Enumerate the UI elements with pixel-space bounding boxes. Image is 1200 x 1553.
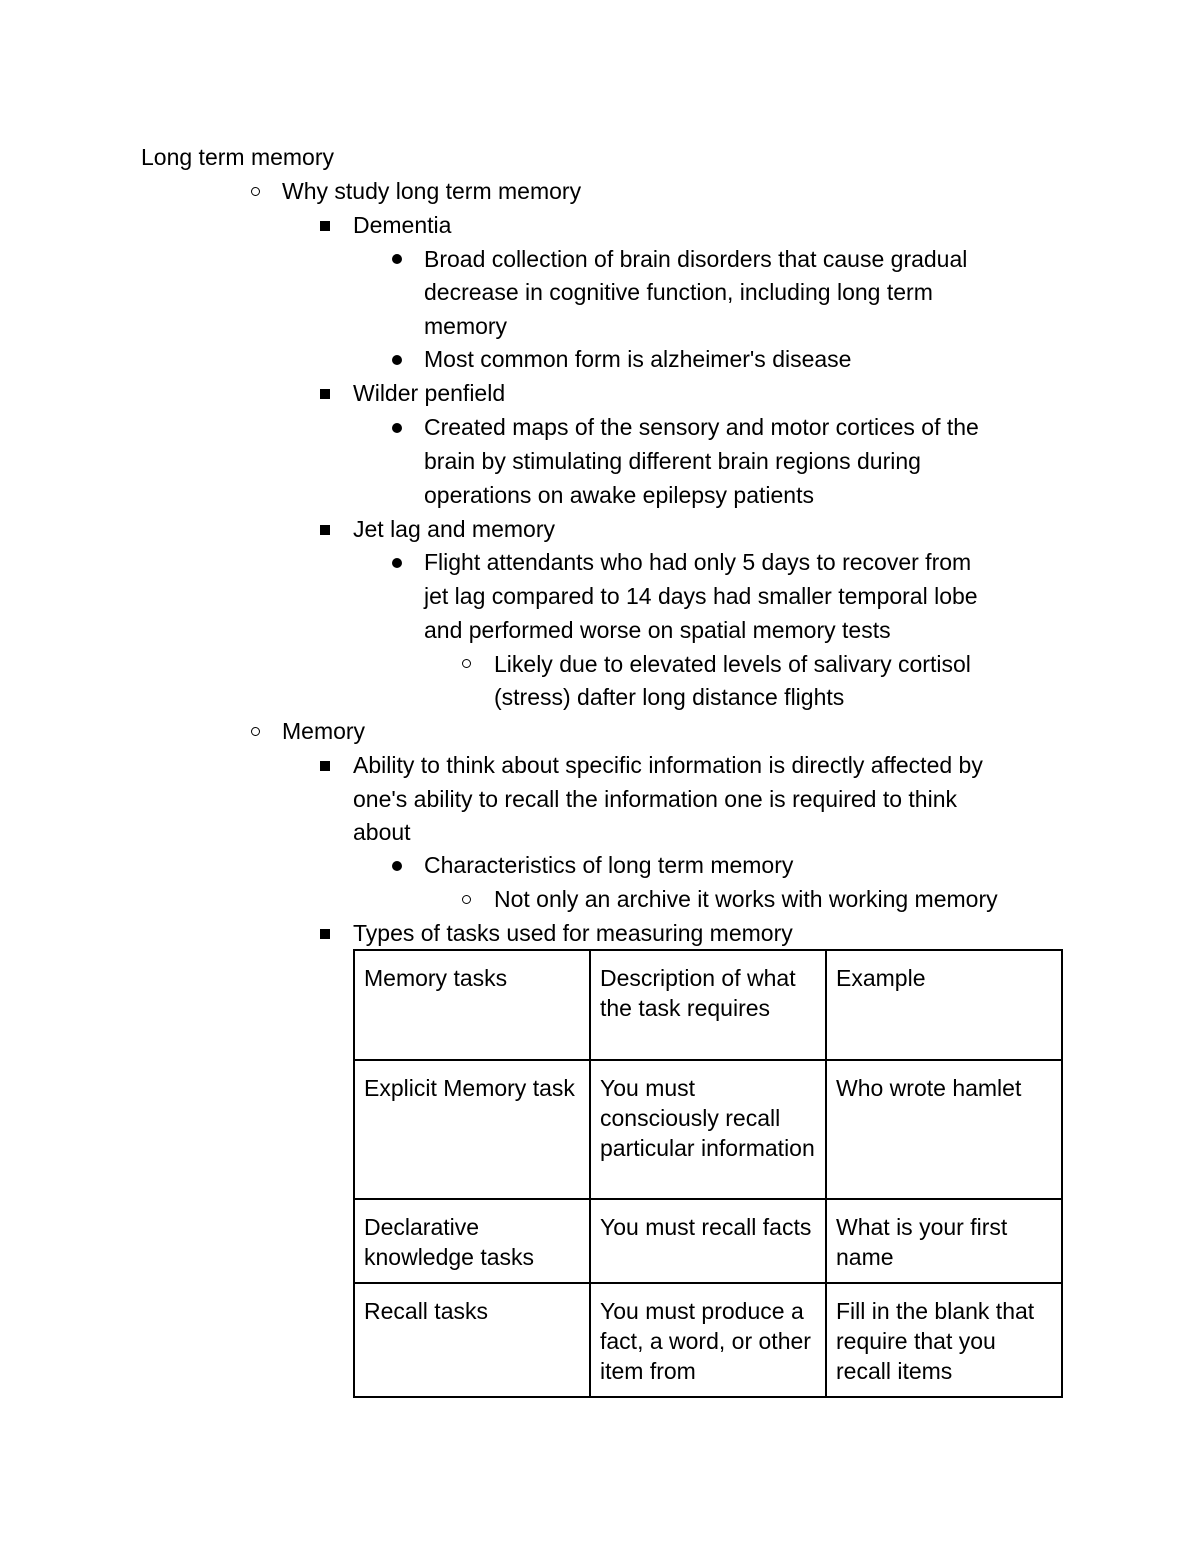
table-cell: You must consciously recall particular information xyxy=(590,1060,826,1199)
memory-characteristics: Characteristics of long term memory xyxy=(424,852,794,878)
table-cell: Explicit Memory task xyxy=(354,1060,590,1199)
table-header-cell: Memory tasks xyxy=(354,950,590,1060)
table-cell: What is your first name xyxy=(826,1199,1062,1283)
table-cell: You must recall facts xyxy=(590,1199,826,1283)
disc-bullet-icon xyxy=(392,355,402,365)
memory-archive: Not only an archive it works with working memory xyxy=(494,886,998,912)
penfield-point-1-line-2: brain by stimulating different brain regions during xyxy=(424,448,921,474)
outline-jetlag-label: Jet lag and memory xyxy=(353,516,555,542)
disc-bullet-icon xyxy=(392,558,402,568)
penfield-point-1-line-1: Created maps of the sensory and motor cortices of the xyxy=(424,414,979,440)
memory-ability-line-3: about xyxy=(353,819,411,845)
jetlag-point-1-line-3: and performed worse on spatial memory tests xyxy=(424,617,891,643)
table-cell: Recall tasks xyxy=(354,1283,590,1397)
document-heading: Long term memory xyxy=(141,144,335,170)
jetlag-point-1-line-1: Flight attendants who had only 5 days to recover from xyxy=(424,549,972,575)
dementia-point-1-line-3: memory xyxy=(424,313,508,339)
outline-why-label: Why study long term memory xyxy=(282,178,582,204)
jetlag-subpoint-line-2: (stress) dafter long distance flights xyxy=(494,684,845,710)
dementia-point-1-line-2: decrease in cognitive function, including long term xyxy=(424,279,933,305)
outline-penfield-label: Wilder penfield xyxy=(353,380,506,406)
table-cell: You must produce a fact, a word, or other item from xyxy=(590,1283,826,1397)
square-bullet-icon xyxy=(320,929,330,939)
penfield-point-1-line-3: operations on awake epilepsy patients xyxy=(424,482,814,508)
table-cell: Declarative knowledge tasks xyxy=(354,1199,590,1283)
table-row xyxy=(354,1199,1062,1283)
table-header-cell: Description of what the task requires xyxy=(590,950,826,1060)
jetlag-point-1-line-2: jet lag compared to 14 days had smaller temporal lobe xyxy=(424,583,978,609)
disc-bullet-icon xyxy=(392,861,402,871)
disc-bullet-icon xyxy=(392,423,402,433)
outline-dementia-label: Dementia xyxy=(353,212,452,238)
outline-memory-label: Memory xyxy=(282,718,366,744)
hollow-circle-bullet-icon xyxy=(462,895,471,904)
table-header-row xyxy=(354,950,1062,1060)
table-cell: Who wrote hamlet xyxy=(826,1060,1062,1199)
table-row xyxy=(354,1283,1062,1397)
hollow-circle-bullet-icon xyxy=(251,727,260,736)
memory-tasks-table xyxy=(353,949,1063,1398)
dementia-point-2: Most common form is alzheimer's disease xyxy=(424,346,852,372)
table-cell: Fill in the blank that require that you recall items xyxy=(826,1283,1062,1397)
square-bullet-icon xyxy=(320,221,330,231)
memory-ability-line-1: Ability to think about specific information is directly affected by xyxy=(353,752,983,778)
hollow-circle-bullet-icon xyxy=(462,659,471,668)
memory-types-of-tasks: Types of tasks used for measuring memory xyxy=(353,920,793,946)
square-bullet-icon xyxy=(320,761,330,771)
dementia-point-1-line-1: Broad collection of brain disorders that cause gradual xyxy=(424,246,968,272)
table-header-cell: Example xyxy=(826,950,1062,1060)
jetlag-subpoint-line-1: Likely due to elevated levels of salivary cortisol xyxy=(494,651,971,677)
square-bullet-icon xyxy=(320,389,330,399)
hollow-circle-bullet-icon xyxy=(251,187,260,196)
disc-bullet-icon xyxy=(392,254,402,264)
table-row xyxy=(354,1060,1062,1199)
square-bullet-icon xyxy=(320,525,330,535)
memory-ability-line-2: one's ability to recall the information one is required to think xyxy=(353,786,957,812)
